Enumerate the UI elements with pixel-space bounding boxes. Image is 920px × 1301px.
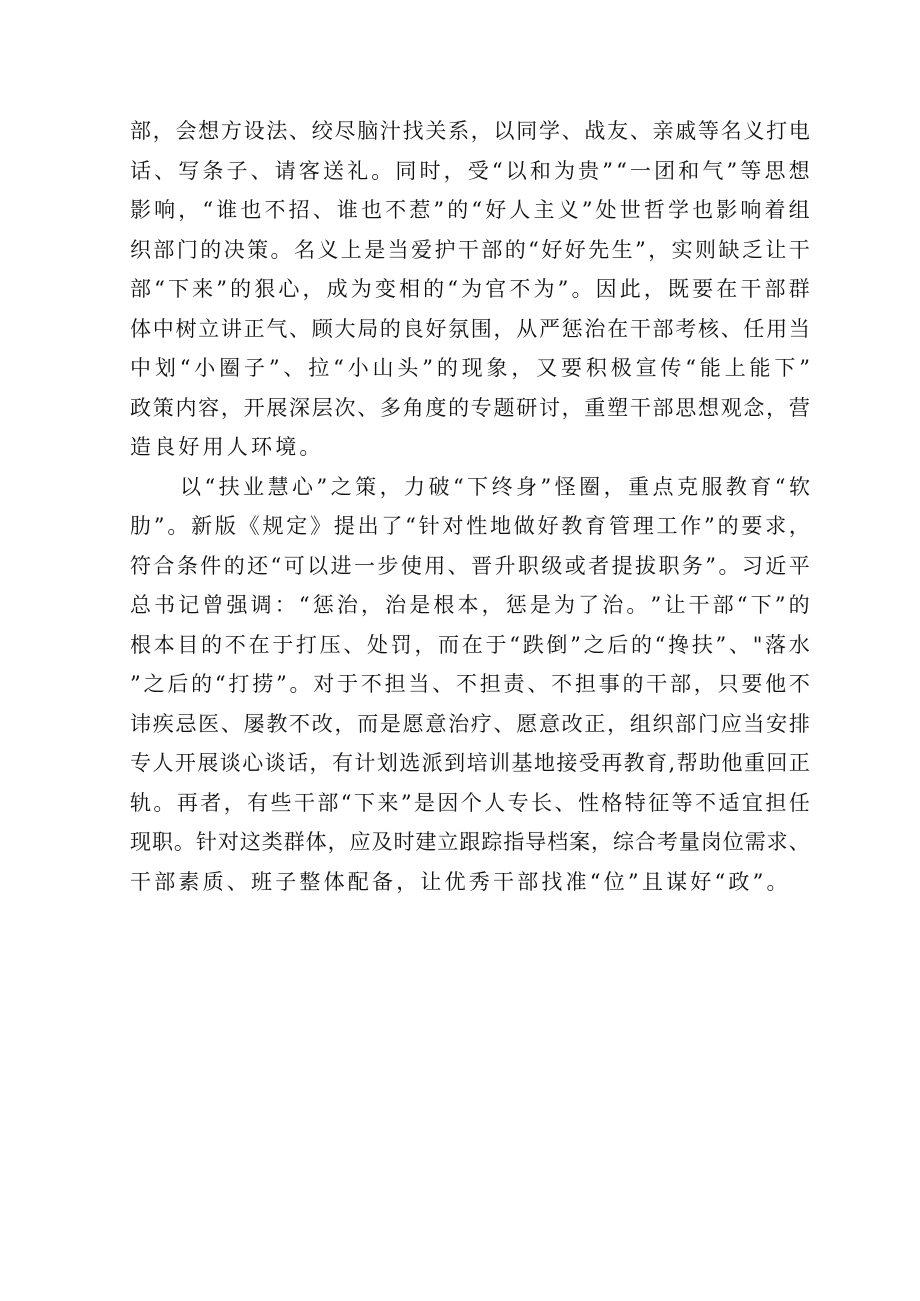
text-line: 部 “ 下 来 ” 的 狠 心 ， 成 为 变 相 的 “ 为 官 不 为 ” 。 因 此 ， 既 要 在 干 部 群 (130, 277, 810, 301)
text-line: 体 中 树 立 讲 正 气 、 顾 大 局 的 良 好 氛 围 ， 从 严 惩 治 在 干 部 考 核 、 任 用 当 (130, 316, 810, 341)
text-line: 专 人 开 展 谈 心 谈 话 ， 有 计 划 选 派 到 培 训 基 地 接 受 再 教 育 , 帮 助 他 重 回 正 (130, 751, 810, 775)
text-line: 影 响 ， “ 谁 也 不 招 、 谁 也 不 惹 ” 的 “ 好 人 主 义 ” 处 世 哲 学 也 影 响 着 组 (130, 198, 810, 222)
text-line: 织 部 门 的 决 策 。 名 义 上 是 当 爱 护 干 部 的 “ 好 好 先 生 ” ， 实 则 缺 乏 让 干 (130, 237, 810, 262)
text-line: 政 策 内 容 ， 开 展 深 层 次 、 多 角 度 的 专 题 研 讨 ， 重 塑 干 部 思 想 观 念 ， 营 (130, 395, 810, 420)
text-line: 符 合 条 件 的 还 “ 可 以 进 一 步 使 用 、 晋 升 职 级 或 者 提 拔 职 务 ” 。 习 近 平 (130, 553, 810, 578)
text-line: 话 、 写 条 子 、 请 客 送 礼 。 同 时 ， 受 “ 以 和 为 贵 ” “ 一 团 和 气 ” 等 思 想 (130, 158, 810, 183)
paragraph (130, 112, 810, 468)
text-line: 部 ， 会 想 方 设 法 、 绞 尽 脑 汁 找 关 系 ， 以 同 学 、 战 友 、 亲 戚 等 名 义 打 电 (130, 119, 810, 143)
text-line: 根 本 目 的 不 在 于 打 压 、 处 罚 ， 而 在 于 “ 跌 倒 ” 之 后 的 “ 搀 扶 ” 、 " 落 水 (130, 632, 810, 657)
text-line: 中 划 “ 小 圈 子 ” 、 拉 “ 小 山 头 ” 的 现 象 ， 又 要 积 极 宣 传 “ 能 上 能 下 ” (130, 356, 810, 380)
text-line: 干部素质、班子整体配备，让优秀干部找准“位”且谋好“政”。 (130, 869, 791, 894)
text-line: ” 之 后 的 “ 打 捞 ” 。 对 于 不 担 当 、 不 担 责 、 不 担 事 的 干 部 ， 只 要 他 不 (130, 672, 810, 696)
text-line: 现 职 。 针 对 这 类 群 体 ， 应 及 时 建 立 跟 踪 指 导 档 案 ， 综 合 考 量 岗 位 需 求 、 (130, 830, 810, 854)
body-text (130, 112, 810, 902)
text-line: 总 书 记 曾 强 调 ： “ 惩 治 ， 治 是 根 本 ， 惩 是 为 了 治 。 ” 让 干 部 “ 下 ” 的 (130, 593, 810, 617)
text-line: 肋 ” 。 新 版 《 规 定 》 提 出 了 “ 针 对 性 地 做 好 教 育 管 理 工 作 ” 的 要 求 ， (130, 514, 810, 538)
text-line: 以 “ 扶 业 慧 心 ” 之 策 ， 力 破 “ 下 终 身 ” 怪 圈 ， 重 点 克 服 教 育 “ 软 (180, 474, 810, 499)
text-line: 造良好用人环境。 (130, 435, 324, 459)
text-line: 讳 疾 忌 医 、 屡 教 不 改 ， 而 是 愿 意 治 疗 、 愿 意 改 正 ， 组 织 部 门 应 当 安 排 (130, 711, 810, 736)
text-line: 轨 。 再 者 ， 有 些 干 部 “ 下 来 ” 是 因 个 人 专 长 、 性 格 特 征 等 不 适 宜 担 任 (130, 790, 810, 815)
paragraph (130, 468, 810, 903)
